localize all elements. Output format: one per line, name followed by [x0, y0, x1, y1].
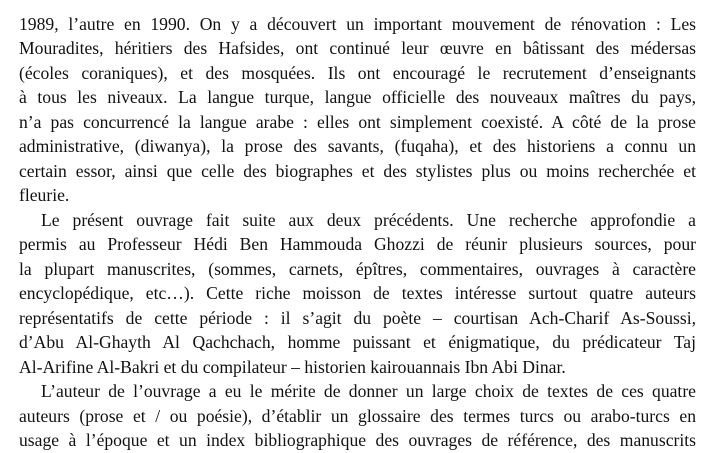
text-line: Mouradites, héritiers des Hafsides, ont continué leur œuvre en bâtissant des médersas	[19, 38, 696, 58]
text-line: à tous les niveaux. La langue turque, langue officielle des nouveaux maîtres du pays,	[19, 87, 696, 107]
text-line: fleurie.	[19, 185, 70, 205]
text-line: n’a pas concurrencé la langue arabe : elles ont simplement coexisté. A côté de la prose	[19, 111, 696, 132]
text-line: Le présent ouvrage fait suite aux deux précédents. Une recherche approfondie a	[41, 209, 696, 230]
text-line: 1989, l’autre en 1990. On y a découvert un important mouvement de rénovation : Les	[19, 13, 696, 34]
text-line: représentatifs de cette période : il s’agit du poète – courtisan Ach-Charif As-Soussi,	[19, 307, 696, 328]
text-line: administrative, (diwanya), la prose des savants, (fuqaha), et des historiens a connu un	[19, 136, 696, 156]
paragraph-2	[19, 208, 696, 380]
text-line: auteurs (prose et / ou poésie), d’établir un glossaire des termes turcs ou arabo-turcs en	[19, 405, 696, 426]
text-line: certain essor, ainsi que celle des biographes et des stylistes plus ou moins recherchée et	[19, 160, 696, 181]
text-line: (écoles coraniques), et des mosquées. Ils ont encouragé le recrutement d’enseignants	[19, 62, 696, 83]
text-line: encyclopédique, etc…). Cette riche moisson de textes intéresse surtout quatre auteurs	[19, 283, 696, 303]
text-line: L’auteur de l’ouvrage a eu le mérite de donner un large choix de textes de ces quatre	[41, 381, 696, 401]
text-line: Al-Arifine Al-Bakri et du compilateur – historien kairouannais Ibn Abi Dinar.	[19, 356, 566, 377]
document-page	[19, 0, 696, 453]
paragraph-3	[19, 379, 696, 453]
text-line: permis au Professeur Hédi Ben Hammouda Ghozzi de réunir plusieurs sources, pour	[19, 234, 696, 254]
paragraph-1	[19, 12, 696, 208]
text-line: usage à l’époque et un index bibliographique des ouvrages de référence, des manuscrits	[19, 430, 696, 450]
text-line: d’Abu Al-Ghayth Al Qachchach, homme puissant et énigmatique, du prédicateur Taj	[19, 332, 696, 352]
text-line: la plupart manuscrites, (sommes, carnets, épîtres, commentaires, ouvrages à caractère	[19, 258, 696, 279]
